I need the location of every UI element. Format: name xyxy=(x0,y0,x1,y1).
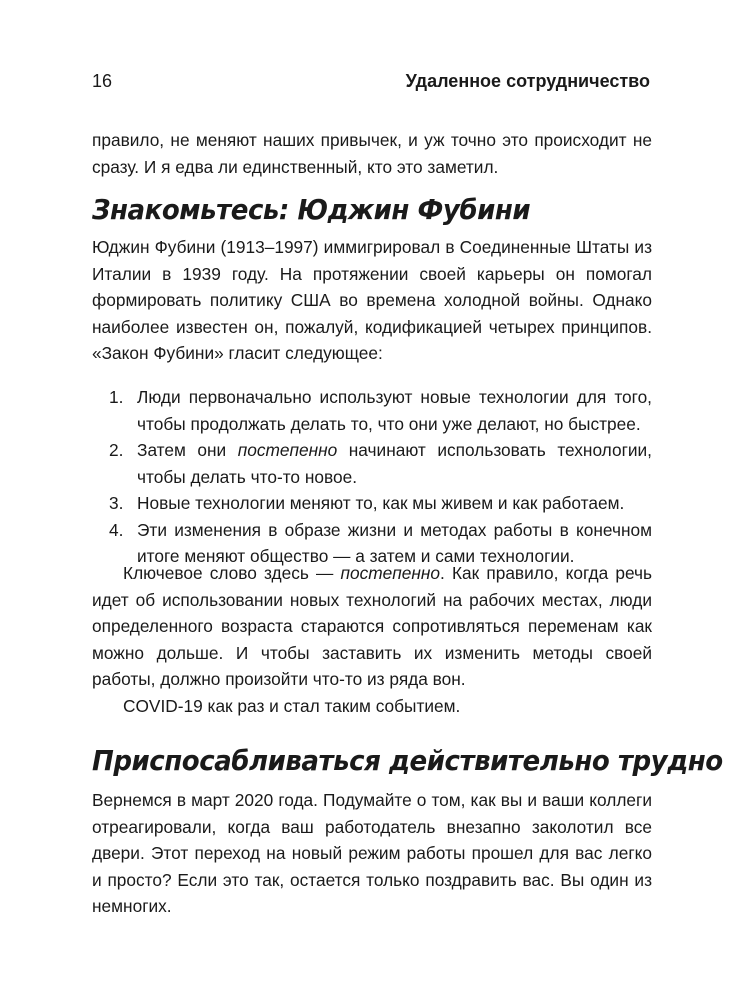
section-heading-adapting: Приспосабливаться действительно трудно xyxy=(92,744,723,777)
list-text-part: Люди первоначально используют новые технологии для того, чтобы продолжать делать то, что они уже делают, но быстрее. xyxy=(137,387,652,434)
covid-paragraph: COVID-19 как раз и стал таким событием. xyxy=(123,695,461,716)
list-item xyxy=(109,384,652,437)
emphasis: постепенно xyxy=(237,440,338,460)
adapting-section xyxy=(92,787,652,920)
section-heading-fubini: Знакомьтесь: Юджин Фубини xyxy=(92,193,531,226)
list-text-part: Новые технологии меняют то, как мы живем и как работаем. xyxy=(137,493,625,513)
list-text-part: начинают использовать технологии, чтобы делать что-то новое. xyxy=(137,440,652,487)
list-number: 2. xyxy=(109,440,124,460)
page-header xyxy=(92,71,650,101)
list-text xyxy=(137,490,652,517)
list-text-part: Эти изменения в образе жизни и методах работы в конечном итоге меняют общество — а затем и сами технологии. xyxy=(137,519,652,566)
fubini-intro xyxy=(92,234,652,367)
fubini-law-list xyxy=(109,384,652,570)
keyword-paragraph xyxy=(92,560,652,693)
fubini-paragraph: Юджин Фубини (1913–1997) иммигрировал в Соединенные Штаты из Италии в 1939 году. На протяжении своей карьеры он помогал формировать политику США во времена холодной войны. Однако наиболее известен он, пожалуй, кодификацией четырех принципов. «Закон Фубини» гласит следующее: xyxy=(92,237,652,363)
list-text xyxy=(137,437,652,490)
running-title: Удаленное сотрудничество xyxy=(405,71,650,91)
keyword-section xyxy=(92,560,652,719)
list-item xyxy=(109,437,652,490)
continuation-text xyxy=(92,127,652,180)
text-part: Ключевое слово здесь — xyxy=(123,563,341,583)
page-number: 16 xyxy=(92,71,113,91)
continuation-paragraph: правило, не меняют наших привычек, и уж точно это происходит не сразу. И я едва ли единственный, кто это заметил. xyxy=(92,130,652,177)
emphasis: постепенно xyxy=(340,563,440,583)
list-number: 4. xyxy=(109,519,124,540)
adapting-paragraph: Вернемся в март 2020 года. Подумайте о том, как вы и ваши коллеги отреагировали, когда ваш работодатель внезапно заколотил все двери. Этот переход на новый режим работы прошел для вас легко и просто? Если это так, остается только поздравить вас. Вы один из немногих. xyxy=(92,790,652,916)
list-text-part: Затем они xyxy=(137,440,238,460)
list-number: 3. xyxy=(109,493,124,513)
list-item xyxy=(109,490,652,517)
text-part: . Как правило, когда речь идет об использовании новых технологий на рабочих местах, люди определенного возраста стараются сопротивляться переменам как можно дольше. И чтобы заставить их изменить методы своей работы, должно произойти что-то из ряда вон. xyxy=(92,563,652,689)
list-number: 1. xyxy=(109,387,124,407)
list-text xyxy=(137,384,652,437)
